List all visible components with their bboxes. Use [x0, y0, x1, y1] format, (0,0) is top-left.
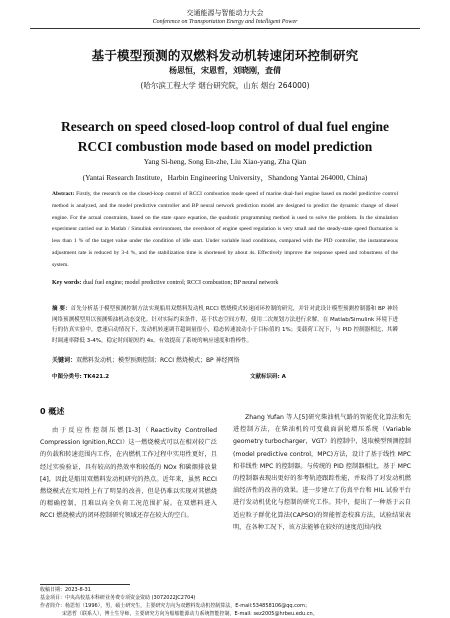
keywords-cn [52, 356, 398, 366]
abstract-en-label: Abstract: [52, 191, 75, 197]
footnote-funding: 基金项目：中央高校基本科研业务费专项资金资助 (3072022JC2704) [40, 595, 196, 601]
header-rule [30, 28, 420, 29]
footnote-author: 作者简介：杨思恒（1996），男，硕士研究生，主要研究方向为双燃料发动机控制算法，E-mail:534858106@qq.com； [40, 603, 310, 609]
title-en-line2: RCCI combustion mode based on model prediction [77, 139, 373, 154]
running-head [0, 8, 450, 26]
affiliation-en: (Yantai Research Institute，Harbin Engineering University，Shandong Yantai 264000, China) [82, 173, 368, 182]
keywords-cn-label: 关键词： [52, 357, 77, 364]
title-en-line1: Research on speed closed-loop control of dual fuel engine [60, 119, 389, 134]
abstract-cn [52, 304, 398, 346]
title-cn: 基于模型预测的双燃料发动机转速闭环控制研究 [91, 48, 359, 63]
title-en [20, 117, 430, 157]
running-head-cn: 交通能源与智能动力大会 [186, 9, 264, 17]
footnote-rule [40, 584, 130, 585]
abstract-en-text: Firstly, the research on the closed-loop control of RCCI combustion mode speed of marine dual-fuel engine based on model predictive control method is analyzed, and the model predictive controller and BP neural network prediction model are designed to predict the dynamic change of diesel engine. For the actual constraints, based on the state space equation, the quadratic programming method is used to solve the problem. In the simulation experiment carried out in Matlab / Simulink environment, the overshoot of engine speed regulation is very small and the steady-state speed fluctuation is less than 1 % of the target value under the condition of idle start. Under variable load conditions, compared with the PID controller, the instantaneous adjustment rate is reduced by 3-4 %, and the stabilization time is shortened by about 4s. Effectively improve the response speed and robustness of the system. [52, 191, 398, 268]
affiliation-cn: (哈尔滨工程大学 烟台研究院，山东 烟台 264000) [140, 81, 310, 90]
abstract-cn-text: 首先分析基于模型预测控制方法实现船用双燃料发动机 RCCI 燃烧模式转速闭环控制的研究，并针对此设计模型预测控制器和 BP 神经网络预测模型用以预测柴油机动态变化。针对实际约束条件，基于状态空间方程，使用二次规划方法进行求解。在 Matlab/Simulink 环境下进行的仿真实验中，怠速启动情况下，发动机转速调节超调量很小，稳态转速波动小于目标值的 1%；变载荷工况下，与 PID 控制器相比，其瞬时调速率降低 3-4%，稳定时间缩短约 4s。有效提高了系统的响应速度和鲁棒性。 [52, 306, 398, 344]
document-code: 文献标识码: A [250, 374, 286, 380]
authors-en: Yang Si-heng, Song En-zhe, Liu Xiao-yang, Zha Qian [143, 157, 307, 166]
footnote-contact: 宋恩哲（联系人），博士生导师，主要研究方向为船舶能源动力系统智能控制，E-mail: sez2005@hrbeu.edu.cn。 [62, 611, 318, 617]
abstract-en [52, 189, 398, 272]
body-column-right: Zhang Yufan 等人[5]研究柴油机气路的智能优化算法和先进控制方法，在柴油机的可变截面涡轮增压系统（Variable geometry turbocharger，VGT）的控制中，选取模型预测控制(model predictive control，MPC)方法，设计了基于线性 MPC 和非线性 MPC 的控制器。与传统的 PID 控制器相比，基于 MPC 的控制器表现出更好的参考轨迹跟踪性能，并取得了对发动机燃油经济性的改善的效果。进一步建立了仿真平台和 HIL 试验平台进行发动机优化与控制的研究工作。其中，提出了一种基于云自适应粒子群优化算法(CAPSO)的智能暂态校准方法，试验结果表明，在各种工况下，该方法能够在较好的速度范围内找 [233, 414, 411, 531]
authors-cn: 杨思恒，宋恩哲，刘晓刚，査倩 [169, 66, 281, 75]
body-column-left: 由于反应性控制压燃[1-3]（Reactivity Controlled Compression Ignition,RCCI）这一燃烧模式可以在相对较广泛的负载和转速范围内工作，在内燃机工作过程中实用性更好，且经过实验验证，具有较高的热效率和较低的 NOx 和碳烟排放量[4]，因此是船用双燃料发动机研究的热点。近年来，虽然 RCCI 燃烧模式在实用性上有了明显的改善，但是仍难以实现对其燃烧的精确控制，且难以向全负荷工况范围扩展。在双燃料进入 RCCI 燃烧模式的闭环控制研究领域还存在较大的空白。 [40, 427, 217, 520]
keywords-cn-text: 双燃料发动机；模型预测控制；RCCI 燃烧模式；BP 神经网络 [76, 357, 240, 364]
section-title: 0 概述 [40, 407, 65, 416]
running-head-en: Conference on Transportation Energy and Intelligent Power [152, 19, 298, 25]
abstract-cn-label: 摘 要： [52, 306, 71, 312]
footnote-received: 收稿日期：2023-8-31 [40, 587, 91, 593]
keywords-en-label: Key words: [52, 280, 82, 286]
clc-number: 中图分类号: TK421.2 [52, 374, 110, 380]
keywords-en [52, 279, 398, 288]
keywords-en-text: dual fuel engine; model predictive control; RCCI combustion; BP neural network [81, 280, 279, 286]
